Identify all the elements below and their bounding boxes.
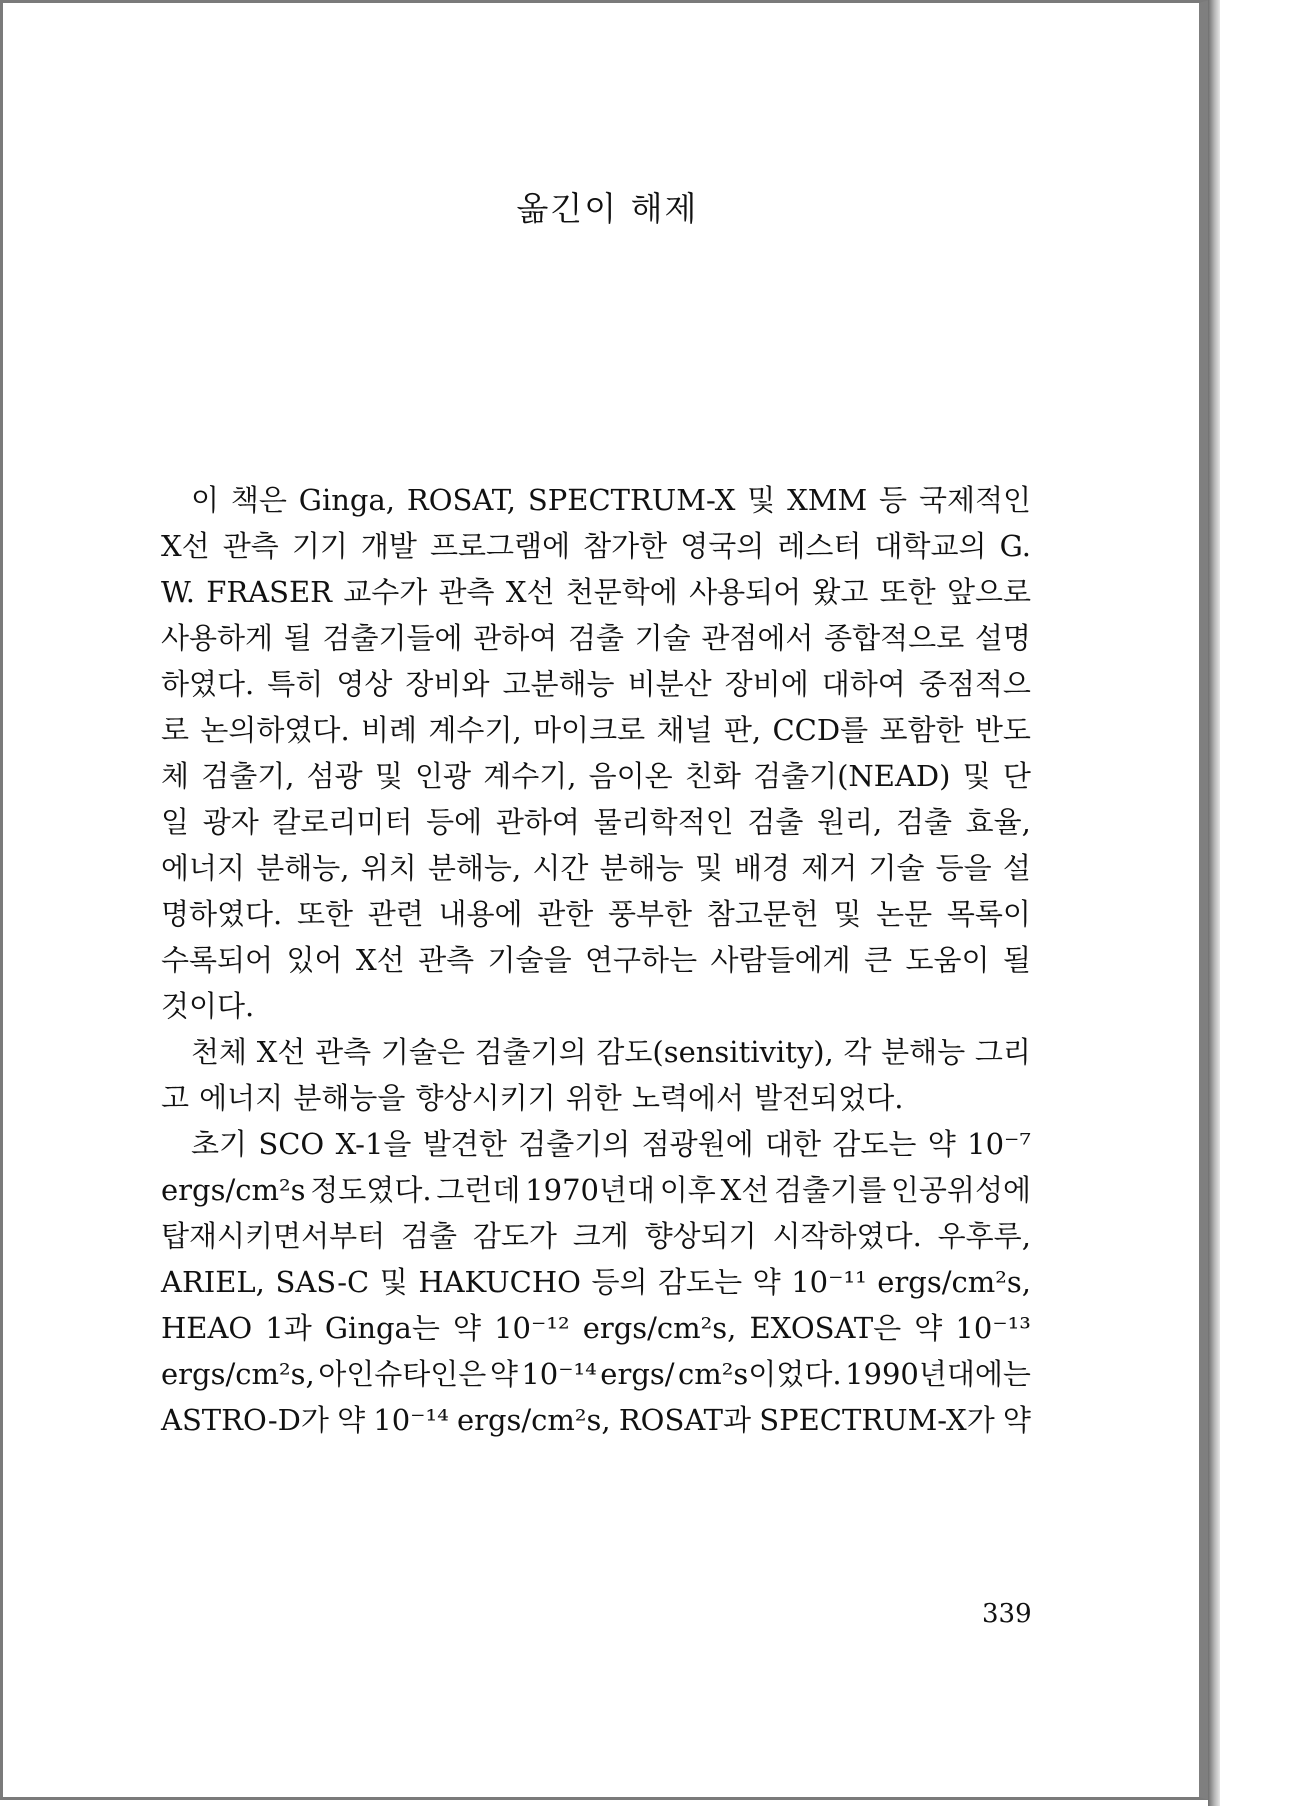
word: 노력에서	[631, 1081, 744, 1115]
word: 분해능	[881, 1035, 966, 1069]
word: EXOSAT은	[749, 1311, 902, 1345]
word: 연구하는	[585, 943, 698, 977]
word: ergs/cm²s,	[582, 1311, 737, 1345]
word: 향상시키기	[415, 1081, 556, 1115]
word: 종합적으로	[824, 621, 965, 655]
word: 검출	[895, 805, 952, 839]
word: 위치	[360, 851, 417, 885]
word: 왔고	[812, 575, 869, 609]
word: 중점적으	[918, 667, 1031, 701]
word: 시작하였다.	[772, 1219, 922, 1253]
word: 목록이	[946, 897, 1031, 931]
word: 10⁻⁷	[967, 1127, 1031, 1161]
word: SPECTRUM-X	[527, 483, 736, 517]
text-line	[161, 799, 1031, 845]
word: 감도는	[832, 1127, 917, 1161]
word: 천문학에	[565, 575, 678, 609]
word: 등	[879, 483, 908, 517]
word: 1과	[265, 1311, 312, 1345]
word: 아인슈타인은	[318, 1357, 487, 1391]
word: 10⁻¹¹	[791, 1265, 867, 1299]
word: 마이크로	[533, 713, 646, 747]
word: ergs/cm²s,	[161, 1357, 315, 1391]
word: 친화	[684, 759, 741, 793]
word: 있어	[286, 943, 343, 977]
word: 각	[843, 1035, 872, 1069]
word: 검출기들에	[322, 621, 463, 655]
word: 큰	[864, 943, 893, 977]
word: 논의하였다.	[200, 713, 350, 747]
word: X-1을	[335, 1127, 412, 1161]
word: 약	[927, 1127, 956, 1161]
word: 기기	[291, 529, 348, 563]
text-line	[161, 1259, 1031, 1305]
text-line	[161, 1075, 1031, 1121]
word: 사람들에게	[710, 943, 851, 977]
word: 관하여	[473, 621, 558, 655]
word: 하였다.	[161, 667, 255, 701]
word: 시간	[532, 851, 589, 885]
word: 크게	[572, 1219, 629, 1253]
word: 관측	[315, 1035, 372, 1069]
word: 인공위성에	[890, 1173, 1031, 1207]
word: 레스터	[777, 529, 862, 563]
word: 원리,	[817, 805, 883, 839]
word: 또한	[296, 897, 354, 931]
word: 관한	[537, 897, 594, 931]
word: 기술	[634, 621, 691, 655]
word: 에너지	[199, 1081, 284, 1115]
word: 장비와	[405, 667, 490, 701]
word: 1970년대	[525, 1173, 656, 1207]
word: SAS-C	[275, 1265, 370, 1299]
text-line	[161, 937, 1031, 983]
word: 도움이	[905, 943, 990, 977]
word: 관점에서	[701, 621, 814, 655]
word: 비례	[361, 713, 418, 747]
word: X선	[161, 529, 210, 563]
word: 될	[283, 621, 312, 655]
word: ROSAT과	[618, 1403, 752, 1437]
word: 약	[337, 1403, 366, 1437]
word: 10⁻¹²	[494, 1311, 570, 1345]
word: X선	[355, 943, 405, 977]
word: 감도는	[658, 1265, 743, 1299]
body-text	[161, 477, 1031, 1443]
text-line	[161, 1029, 1031, 1075]
word: ASTRO-D가	[161, 1403, 329, 1437]
word: 내용에	[438, 897, 523, 931]
word: X선	[720, 1173, 770, 1207]
word: cm²s이었다.	[678, 1357, 842, 1391]
page-edge-shadow	[1208, 0, 1220, 1806]
word: 검출기(NEAD)	[753, 759, 951, 793]
word: 프로그램에	[430, 529, 571, 563]
word: 광자	[202, 805, 259, 839]
word: 및	[374, 759, 403, 793]
word: 사용하게	[161, 621, 274, 655]
word: 특히	[267, 667, 324, 701]
word: 물리학적인	[593, 805, 734, 839]
word: 에너지	[161, 851, 246, 885]
word: Ginga는	[324, 1311, 440, 1345]
word: 참가한	[583, 529, 668, 563]
word: 대한	[765, 1127, 822, 1161]
text-line	[161, 1121, 1031, 1167]
word: 사용되어	[689, 575, 802, 609]
word: 단	[1002, 759, 1031, 793]
text-line	[161, 615, 1031, 661]
word: 분해능,	[256, 851, 350, 885]
word: ergs/cm²s,	[456, 1403, 611, 1437]
word: 검출기의	[474, 1035, 587, 1069]
word: 기술	[868, 851, 925, 885]
word: 기술은	[380, 1035, 465, 1069]
word: X선	[256, 1035, 306, 1069]
page-title: 옮긴이 해제	[516, 189, 699, 228]
word: ergs/cm²s	[161, 1173, 306, 1207]
word: 발견한	[422, 1127, 507, 1161]
word: 감도가	[472, 1219, 557, 1253]
word: 1990년대에는	[845, 1357, 1031, 1391]
word: 풍부한	[607, 897, 692, 931]
word: 10⁻¹³	[955, 1311, 1031, 1345]
page-number: 339	[982, 1599, 1032, 1629]
text-line	[161, 1213, 1031, 1259]
word: 될	[1002, 943, 1031, 977]
word: 책은	[230, 483, 287, 517]
word: 참고문헌	[706, 897, 819, 931]
text-line	[161, 1351, 1031, 1397]
word: 체	[161, 759, 190, 793]
text-line	[161, 753, 1031, 799]
word: 관련	[367, 897, 424, 931]
word: 포함한	[879, 713, 964, 747]
word: 약	[489, 1357, 518, 1391]
word: CCD를	[772, 713, 869, 747]
word: HAKUCHO	[418, 1265, 581, 1299]
word: 탑재시키면서부터	[161, 1219, 386, 1253]
word: SPECTRUM-X가	[759, 1403, 995, 1437]
word: 검출기,	[201, 759, 295, 793]
word: 위한	[565, 1081, 622, 1115]
word: 및	[694, 851, 723, 885]
word: 분해능을	[293, 1081, 406, 1115]
word: SCO	[258, 1127, 325, 1161]
word: 약	[452, 1311, 481, 1345]
word: 고분해능	[502, 667, 615, 701]
text-line	[161, 891, 1031, 937]
text-line	[161, 1167, 1031, 1213]
word: 및	[962, 759, 991, 793]
word: 반도	[974, 713, 1031, 747]
word: 계수기,	[428, 713, 522, 747]
word: 고	[161, 1081, 190, 1115]
word: 비분산	[627, 667, 712, 701]
word: 음이온	[588, 759, 673, 793]
text-line	[161, 845, 1031, 891]
word: 등에	[426, 805, 483, 839]
text-line	[161, 1397, 1031, 1443]
word: HEAO	[161, 1311, 253, 1345]
word: 검출기의	[518, 1127, 631, 1161]
word: 대학교의	[874, 529, 987, 563]
word: 향상되기	[644, 1219, 757, 1253]
word: XMM	[787, 483, 868, 517]
word: 정도였다.	[310, 1173, 432, 1207]
word: 약	[1002, 1403, 1031, 1437]
word: 등의	[591, 1265, 648, 1299]
word: ARIEL,	[161, 1265, 265, 1299]
word: 앞으로	[946, 575, 1031, 609]
word: 칼로리미터	[272, 805, 413, 839]
word: 것이다.	[161, 989, 255, 1023]
word: 검출	[747, 805, 804, 839]
word: 설	[1002, 851, 1031, 885]
word: 영상	[336, 667, 393, 701]
word: 섬광	[306, 759, 363, 793]
word: 발전되었다.	[754, 1081, 904, 1115]
word: 영국의	[680, 529, 765, 563]
text-line	[161, 661, 1031, 707]
word: 점광원에	[641, 1127, 754, 1161]
word: 국제적인	[918, 483, 1031, 517]
word: 및	[379, 1265, 408, 1299]
word: 채널	[656, 713, 713, 747]
word: 10⁻¹⁴	[521, 1357, 597, 1391]
word: 관측	[222, 529, 279, 563]
word: 검출	[400, 1219, 457, 1253]
text-line	[161, 523, 1031, 569]
word: 분해능	[599, 851, 684, 885]
word: 및	[833, 897, 862, 931]
word: Ginga,	[298, 483, 395, 517]
word: 개발	[360, 529, 417, 563]
word: 명하였다.	[161, 897, 283, 931]
word: 논문	[876, 897, 933, 931]
word: 검출	[567, 621, 624, 655]
word: 초기	[191, 1127, 248, 1161]
word: 그리	[974, 1035, 1031, 1069]
word: 관하여	[495, 805, 580, 839]
word: 분해능,	[427, 851, 522, 885]
word: 제거	[801, 851, 858, 885]
text-line	[161, 477, 1031, 523]
word: 인광	[415, 759, 472, 793]
word: 관측	[418, 943, 475, 977]
word: 설명	[974, 621, 1031, 655]
word: 로	[161, 713, 190, 747]
text-line	[161, 569, 1031, 615]
word: 감도(sensitivity),	[596, 1035, 834, 1069]
word: 검출기를	[774, 1173, 887, 1207]
word: 대하여	[821, 667, 906, 701]
word: 그런데	[436, 1173, 521, 1207]
word: 배경	[734, 851, 791, 885]
word: 약	[914, 1311, 943, 1345]
word: 기술을	[487, 943, 572, 977]
word: G.	[999, 529, 1031, 563]
word: FRASER	[206, 575, 332, 609]
word: ergs/	[600, 1357, 675, 1391]
word: 관측	[438, 575, 495, 609]
word: 이후	[659, 1173, 716, 1207]
word: 및	[747, 483, 776, 517]
word: 또한	[879, 575, 936, 609]
word: ROSAT,	[406, 483, 517, 517]
word: 천체	[191, 1035, 248, 1069]
word: 일	[161, 805, 190, 839]
word: 약	[752, 1265, 781, 1299]
text-line	[161, 983, 1031, 1029]
word: 효율,	[965, 805, 1031, 839]
word: 이	[191, 483, 220, 517]
word: 수록되어	[161, 943, 274, 977]
word: 계수기,	[483, 759, 577, 793]
text-line	[161, 707, 1031, 753]
word: 등을	[935, 851, 992, 885]
word: 10⁻¹⁴	[373, 1403, 449, 1437]
word: X선	[505, 575, 555, 609]
text-line	[161, 1305, 1031, 1351]
word: 판,	[723, 713, 762, 747]
word: 장비에	[724, 667, 809, 701]
word: ergs/cm²s,	[877, 1265, 1031, 1299]
word: 교수가	[343, 575, 428, 609]
word: W.	[161, 575, 195, 609]
word: 우후루,	[937, 1219, 1031, 1253]
